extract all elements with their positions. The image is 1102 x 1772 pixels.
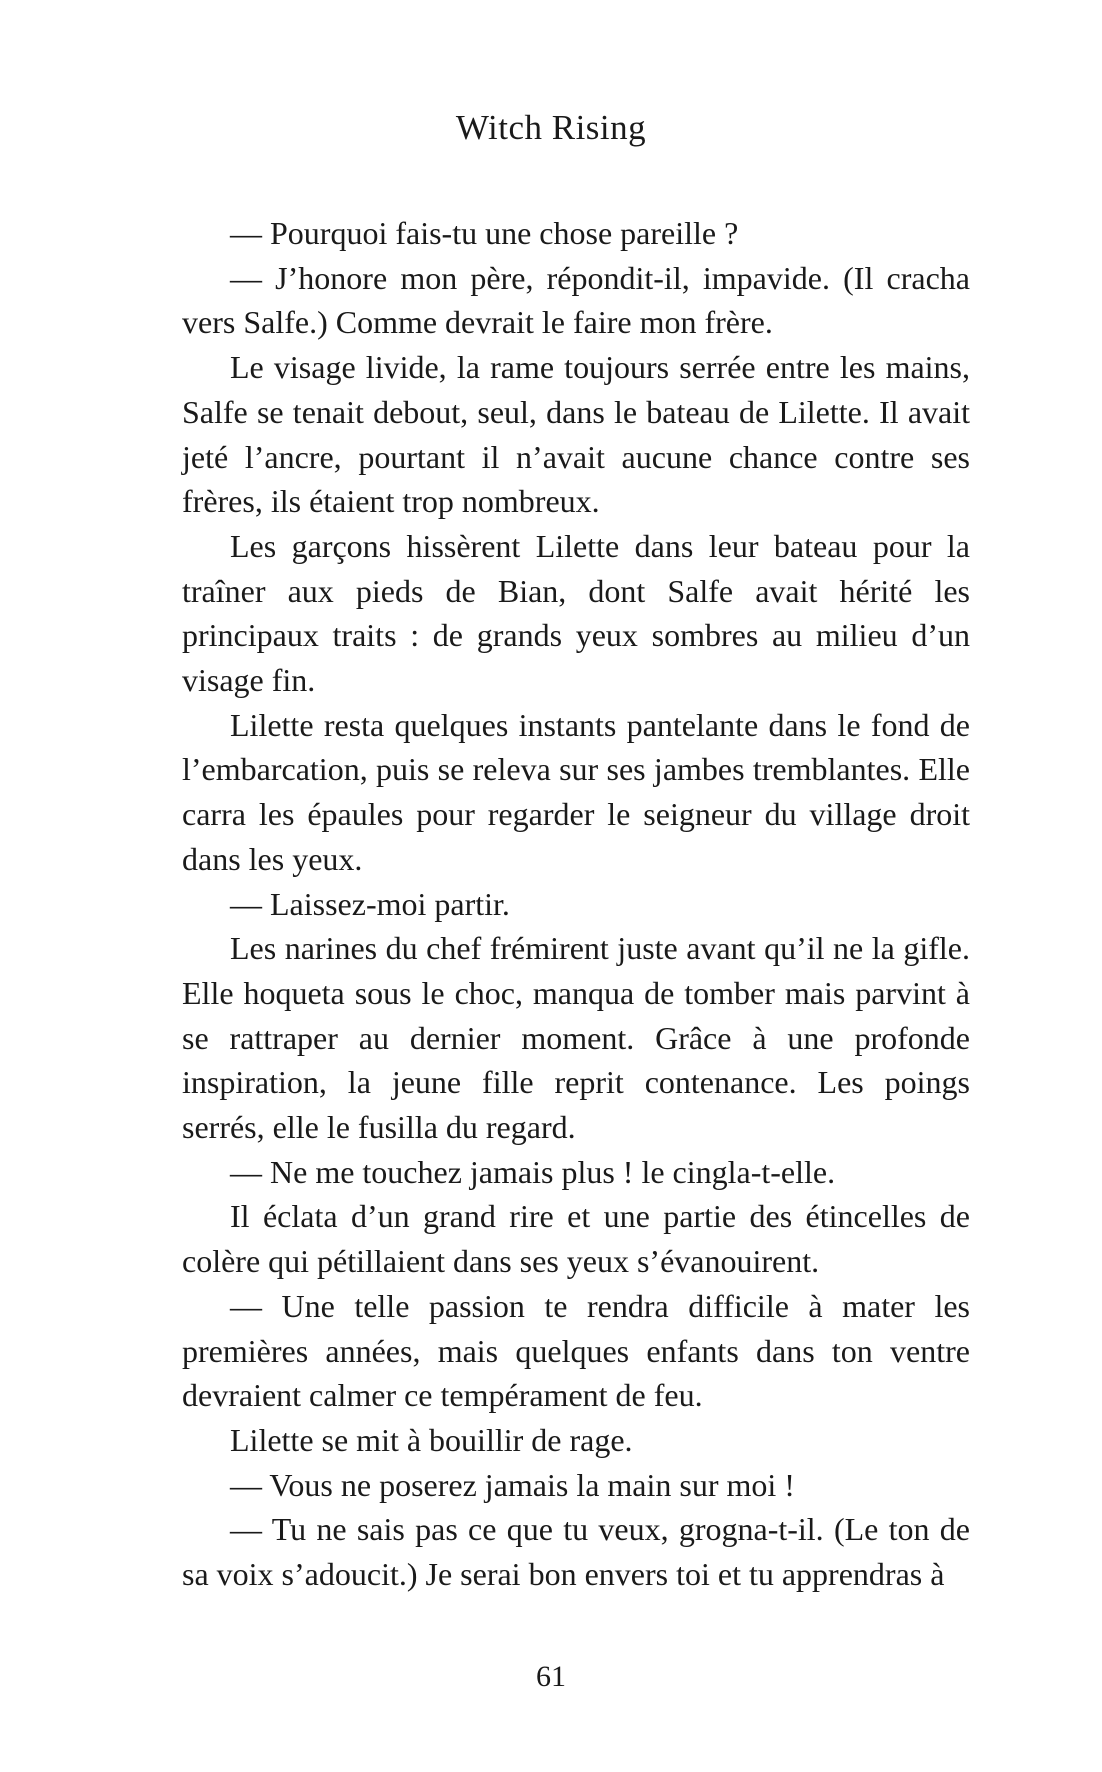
paragraph: — J’honore mon père, répondit-il, impavide. (Il cracha vers Salfe.) Comme devrait le faire mon frère. xyxy=(182,259,970,341)
page-number: 61 xyxy=(536,1660,566,1693)
paragraph: — Une telle passion te rendra difficile à mater les premières années, mais quelques enfants dans ton ventre devraient calmer ce tempérament de feu. xyxy=(182,1287,970,1414)
paragraph: Les narines du chef frémirent juste avant qu’il ne la gifle. Elle hoqueta sous le choc, manqua de tomber mais parvint à se rattraper au dernier moment. Grâce à une profonde inspiration, la jeune fille reprit contenance. Les poings serrés, elle le fusilla du regard. xyxy=(182,930,970,1146)
paragraph: Lilette se mit à bouillir de rage. xyxy=(230,1421,633,1458)
body-text xyxy=(182,211,970,1597)
paragraph: Les garçons hissèrent Lilette dans leur bateau pour la traîner aux pieds de Bian, dont Salfe avait hérité les principaux traits : de grands yeux sombres au milieu d’un visage fin. xyxy=(182,527,970,699)
paragraph: — Tu ne sais pas ce que tu veux, grogna-t-il. (Le ton de sa voix s’adoucit.) Je serai bon envers toi et tu apprendras à xyxy=(182,1511,970,1593)
paragraph: Il éclata d’un grand rire et une partie des étincelles de colère qui pétillaient dans ses yeux s’évanouirent. xyxy=(182,1198,970,1280)
paragraph: — Vous ne poserez jamais la main sur moi ! xyxy=(230,1466,795,1503)
paragraph: Le visage livide, la rame toujours serrée entre les mains, Salfe se tenait debout, seul, dans le bateau de Lilette. Il avait jeté l’ancre, pourtant il n’avait aucune chance contre ses frères, ils étaient trop nombreux. xyxy=(182,349,970,520)
paragraph: — Ne me touchez jamais plus ! le cingla-t-elle. xyxy=(230,1153,836,1190)
running-title: Witch Rising xyxy=(455,108,647,147)
paragraph: — Laissez-moi partir. xyxy=(230,885,510,922)
paragraph: Lilette resta quelques instants pantelante dans le fond de l’embarcation, puis se releva sur ses jambes tremblantes. Elle carra les épaules pour regarder le seigneur du village droit dans les yeux. xyxy=(182,706,970,877)
paragraph: — Pourquoi fais-tu une chose pareille ? xyxy=(230,215,739,251)
